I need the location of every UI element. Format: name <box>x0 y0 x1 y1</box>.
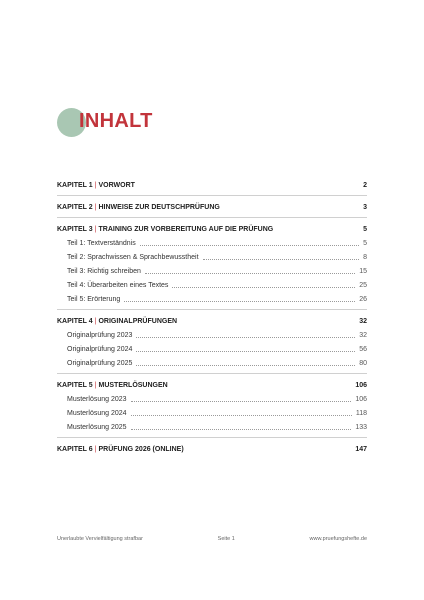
item-label: Teil 3: Richtig schreiben <box>67 267 141 275</box>
item-label: Originalprüfung 2025 <box>67 359 133 367</box>
footer-page-number: Seite 1 <box>217 536 235 542</box>
item-label: Musterlösung 2023 <box>67 395 127 403</box>
item-page: 106 <box>355 395 367 403</box>
chapter-separator: | <box>94 445 97 453</box>
toc-chapter-6[interactable] <box>57 442 367 456</box>
item-label: Teil 1: Textverständnis <box>67 239 136 247</box>
page-title: INHALT <box>79 110 153 132</box>
chapter-number: KAPITEL 4 <box>57 317 93 325</box>
dot-leader <box>203 259 360 260</box>
item-page: 5 <box>363 239 367 247</box>
footer-website-link[interactable]: www.pruefungshefte.de <box>309 536 367 542</box>
chapter-separator: | <box>94 317 97 325</box>
toc-item[interactable] <box>57 264 367 278</box>
toc-chapter-1[interactable] <box>57 178 367 192</box>
dot-leader <box>124 301 355 302</box>
chapter-page: 32 <box>359 317 367 325</box>
chapter-number: KAPITEL 5 <box>57 381 93 389</box>
chapter-title: PRÜFUNG 2026 (ONLINE) <box>98 445 184 453</box>
chapter-page: 147 <box>355 445 367 453</box>
item-label: Teil 4: Überarbeiten eines Textes <box>67 281 169 289</box>
divider <box>57 309 367 310</box>
toc-item[interactable] <box>57 236 367 250</box>
item-page: 80 <box>359 359 367 367</box>
toc-item[interactable] <box>57 250 367 264</box>
toc-chapter-5[interactable] <box>57 378 367 392</box>
toc-item[interactable] <box>57 406 367 420</box>
toc-item[interactable] <box>57 328 367 342</box>
item-page: 25 <box>359 281 367 289</box>
item-page: 32 <box>359 331 367 339</box>
dot-leader <box>140 245 359 246</box>
dot-leader <box>131 415 352 416</box>
dot-leader <box>145 273 355 274</box>
item-label: Teil 2: Sprachwissen & Sprachbewusstheit <box>67 253 199 261</box>
toc-item[interactable] <box>57 420 367 434</box>
chapter-number: KAPITEL 2 <box>57 203 93 211</box>
chapter-separator: | <box>94 225 97 233</box>
page-footer <box>57 536 367 542</box>
chapter-title: HINWEISE ZUR DEUTSCHPRÜFUNG <box>98 203 220 211</box>
chapter-number: KAPITEL 6 <box>57 445 93 453</box>
item-page: 118 <box>355 409 367 417</box>
chapter-page: 3 <box>363 203 367 211</box>
item-page: 26 <box>359 295 367 303</box>
toc-chapter-2[interactable] <box>57 200 367 214</box>
chapter-page: 2 <box>363 181 367 189</box>
chapter-title: TRAINING ZUR VORBEREITUNG AUF DIE PRÜFUNG <box>98 225 274 233</box>
item-label: Musterlösung 2024 <box>67 409 127 417</box>
chapter-separator: | <box>94 181 97 189</box>
chapter-title: VORWORT <box>98 181 135 189</box>
toc-item[interactable] <box>57 356 367 370</box>
chapter-number: KAPITEL 3 <box>57 225 93 233</box>
item-page: 133 <box>355 423 367 431</box>
dot-leader <box>136 351 355 352</box>
chapter-separator: | <box>94 203 97 211</box>
item-page: 56 <box>359 345 367 353</box>
chapter-page: 106 <box>355 381 367 389</box>
chapter-page: 5 <box>363 225 367 233</box>
toc-item[interactable] <box>57 292 367 306</box>
toc-item[interactable] <box>57 278 367 292</box>
toc-chapter-4[interactable] <box>57 314 367 328</box>
divider <box>57 373 367 374</box>
table-of-contents <box>57 178 367 456</box>
divider <box>57 195 367 196</box>
item-page: 8 <box>363 253 367 261</box>
dot-leader <box>131 401 352 402</box>
divider <box>57 437 367 438</box>
dot-leader <box>136 365 355 366</box>
item-label: Originalprüfung 2024 <box>67 345 133 353</box>
dot-leader <box>136 337 355 338</box>
chapter-separator: | <box>94 381 97 389</box>
dot-leader <box>131 429 352 430</box>
divider <box>57 217 367 218</box>
item-page: 15 <box>359 267 367 275</box>
toc-item[interactable] <box>57 392 367 406</box>
chapter-number: KAPITEL 1 <box>57 181 93 189</box>
chapter-title: MUSTERLÖSUNGEN <box>98 381 168 389</box>
item-label: Teil 5: Erörterung <box>67 295 121 303</box>
item-label: Originalprüfung 2023 <box>67 331 133 339</box>
footer-copyright-note: Unerlaubte Vervielfältigung strafbar <box>57 536 143 542</box>
item-label: Musterlösung 2025 <box>67 423 127 431</box>
toc-chapter-3[interactable] <box>57 222 367 236</box>
toc-item[interactable] <box>57 342 367 356</box>
chapter-title: ORIGINALPRÜFUNGEN <box>98 317 178 325</box>
dot-leader <box>172 287 355 288</box>
